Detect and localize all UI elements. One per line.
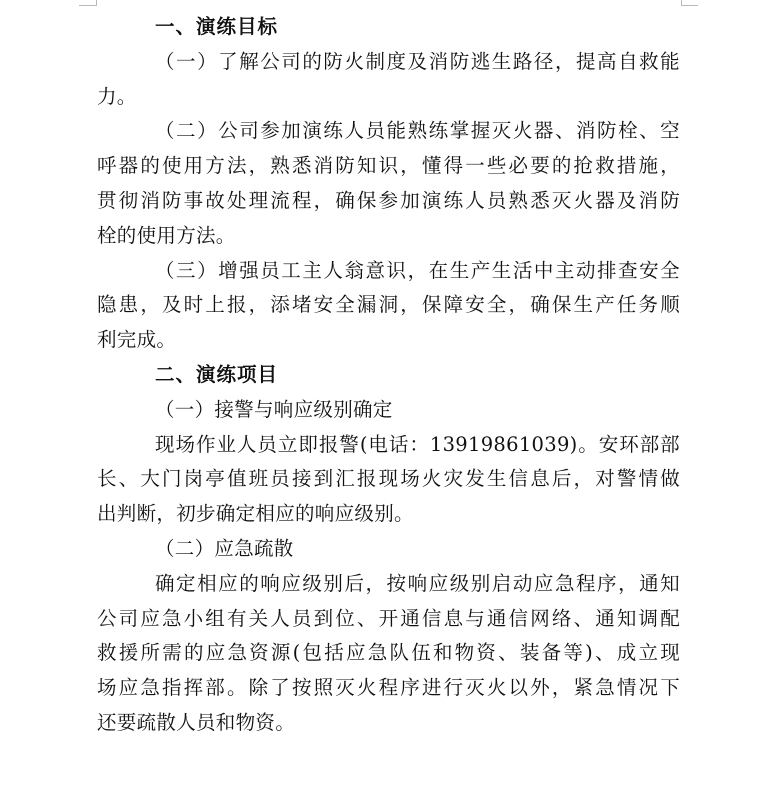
paragraph-line: 呼器的使用方法，熟悉消防知识，懂得一些必要的抢救措施，: [97, 154, 680, 178]
document-body: [97, 10, 680, 741]
subheading-alarm: （一）接警与响应级别确定: [155, 397, 393, 421]
paragraph-line: 确定相应的响应级别后，按响应级别启动应急程序，通知: [155, 571, 680, 595]
page-corner-mark-left: [96, 0, 97, 6]
paragraph-line: 公司应急小组有关人员到位、开通信息与通信网络、通知调配: [97, 606, 680, 630]
paragraph-line: （三）增强员工主人翁意识，在生产生活中主动排查安全: [155, 258, 680, 282]
paragraph-line: 出判断，初步确定相应的响应级别。: [97, 502, 414, 526]
paragraph-line: （二）公司参加演练人员能熟练掌握灭火器、消防栓、空: [155, 119, 680, 143]
page-corner-mark-top-right: [681, 5, 698, 6]
paragraph-line: 贯彻消防事故处理流程，确保参加演练人员熟悉灭火器及消防: [97, 188, 680, 212]
paragraph-line: 栓的使用方法。: [97, 223, 236, 247]
paragraph-line: 还要疏散人员和物资。: [97, 710, 296, 734]
paragraph-line: 现场作业人员立即报警(电话：13919861039)。安环部部: [155, 432, 680, 456]
paragraph-line: 救援所需的应急资源(包括应急队伍和物资、装备等)、成立现: [97, 641, 680, 665]
subheading-evacuation: （二）应急疏散: [155, 536, 294, 560]
paragraph-line: 隐患，及时上报，添堵安全漏洞，保障安全，确保生产任务顺: [97, 293, 680, 317]
paragraph-line: 长、大门岗亭值班员接到汇报现场火灾发生信息后，对警情做: [97, 467, 680, 491]
paragraph-line: （一）了解公司的防火制度及消防逃生路径，提高自救能: [155, 49, 680, 73]
page-corner-mark-top-left: [79, 5, 96, 6]
paragraph-line: 场应急指挥部。除了按照灭火程序进行灭火以外，紧急情况下: [97, 676, 680, 700]
paragraph-line: 利完成。: [97, 328, 177, 352]
paragraph-line: 力。: [97, 84, 137, 108]
section-heading-goals: 一、演练目标: [155, 15, 279, 38]
section-heading-items: 二、演练项目: [155, 362, 279, 386]
